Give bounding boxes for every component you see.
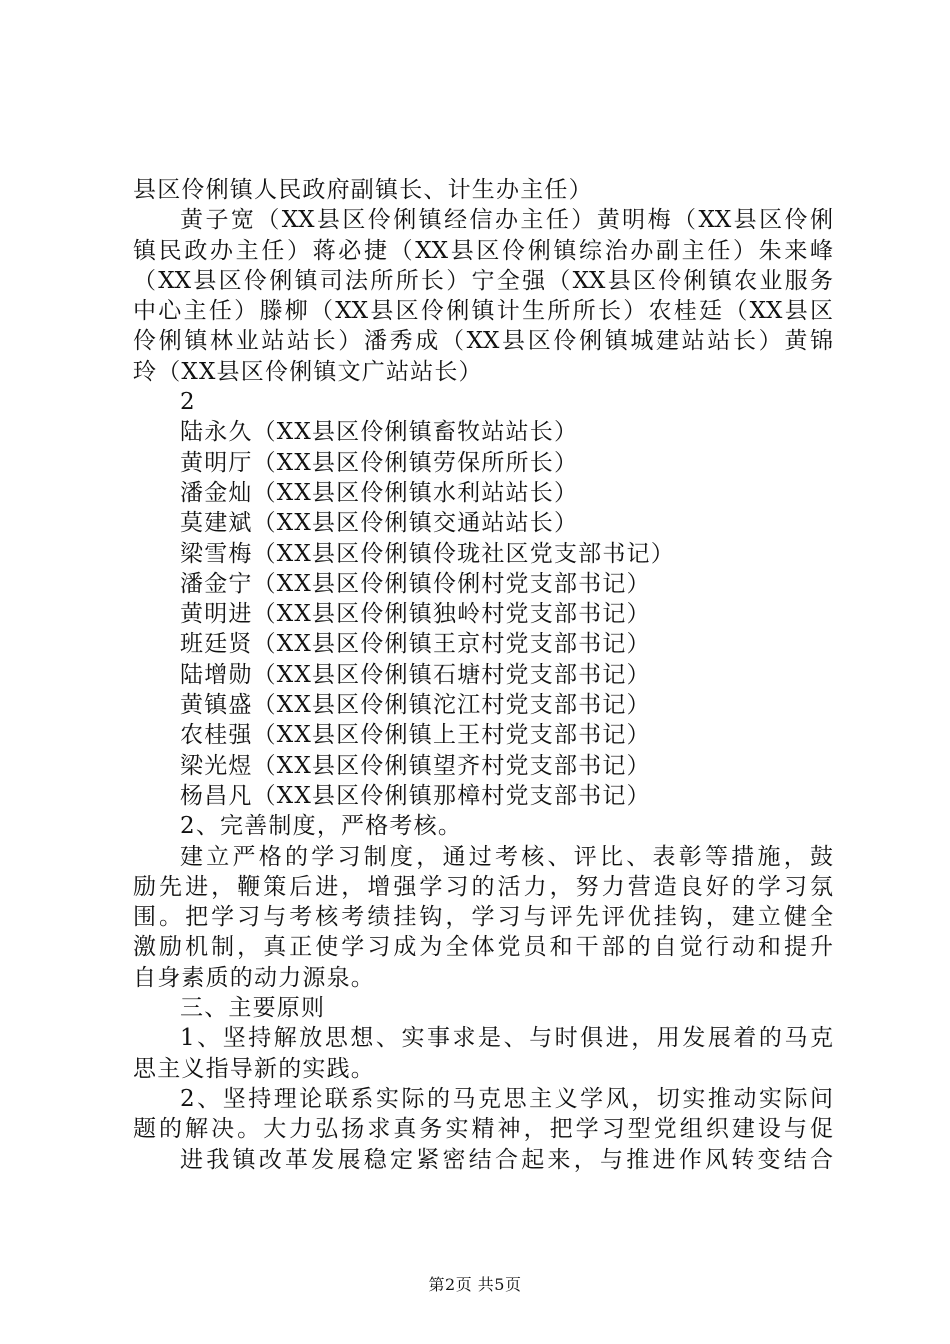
text-line: 县区伶俐镇人民政府副镇长、计生办主任） [133,177,593,203]
text-line: 励先进，鞭策后进，增强学习的活力，努力营造良好的学习氛 [133,873,833,900]
text-line: 激励机制，真正使学习成为全体党员和干部的自觉行动和提升 [133,934,833,961]
member-list-item: 黄镇盛（XX县区伶俐镇沱江村党支部书记） [180,692,651,719]
section-heading: 三、主要原则 [180,995,326,1022]
member-list-item: 杨昌凡（XX县区伶俐镇那樟村党支部书记） [180,782,651,809]
text-line: 玲（XX县区伶俐镇文广站站长） [133,358,483,385]
member-list-item: 潘金宁（XX县区伶俐镇伶俐村党支部书记） [180,570,651,597]
text-line: 黄子宽（XX县区伶俐镇经信办主任）黄明梅（XX县区伶俐 [180,207,833,234]
text-line: 建立严格的学习制度，通过考核、评比、表彰等措施，鼓 [180,843,833,870]
page-footer: 第2页 共5页 [428,1275,522,1294]
text-line: 题的解决。大力弘扬求真务实精神，把学习型党组织建设与促 [133,1116,833,1143]
text-line: 2、坚持理论联系实际的马克思主义学风，切实推动实际问 [180,1085,833,1112]
text-line: 中心主任）滕柳（XX县区伶俐镇计生所所长）农桂廷（XX县区 [133,298,833,325]
member-list-item: 莫建斌（XX县区伶俐镇交通站站长） [180,510,579,537]
text-line: 围。把学习与考核考绩挂钩，学习与评先评优挂钩，建立健全 [133,904,833,931]
member-list-item: 梁光煜（XX县区伶俐镇望齐村党支部书记） [180,752,651,779]
text-line: （XX县区伶俐镇司法所所长）宁全强（XX县区伶俐镇农业服务 [133,267,833,294]
page-number-marker: 2 [180,389,196,416]
member-list-item: 陆增勋（XX县区伶俐镇石塘村党支部书记） [180,661,651,688]
text-line: 进我镇改革发展稳定紧密结合起来，与推进作风转变结合 [180,1146,833,1173]
member-list-item: 梁雪梅（XX县区伶俐镇伶珑社区党支部书记） [180,540,675,567]
document-body [133,175,833,1175]
text-line: 自身素质的动力源泉。 [133,964,375,991]
member-list-item: 农桂强（XX县区伶俐镇上王村党支部书记） [180,722,651,749]
text-line: 伶俐镇林业站站长）潘秀成（XX县区伶俐镇城建站站长）黄锦 [133,328,833,355]
member-list-item: 班廷贤（XX县区伶俐镇王京村党支部书记） [180,631,651,658]
member-list-item: 陆永久（XX县区伶俐镇畜牧站站长） [180,419,579,446]
text-line: 思主义指导新的实践。 [133,1055,375,1082]
member-list-item: 黄明进（XX县区伶俐镇独岭村党支部书记） [180,601,651,628]
section-heading: 2、完善制度，严格考核。 [180,813,463,840]
text-line: 1、坚持解放思想、实事求是、与时俱进，用发展着的马克 [180,1025,833,1052]
text-line: 镇民政办主任）蒋必捷（XX县区伶俐镇综治办副主任）朱来峰 [133,237,833,264]
member-list-item: 黄明厅（XX县区伶俐镇劳保所所长） [180,449,579,476]
member-list-item: 潘金灿（XX县区伶俐镇水利站站长） [180,479,579,506]
